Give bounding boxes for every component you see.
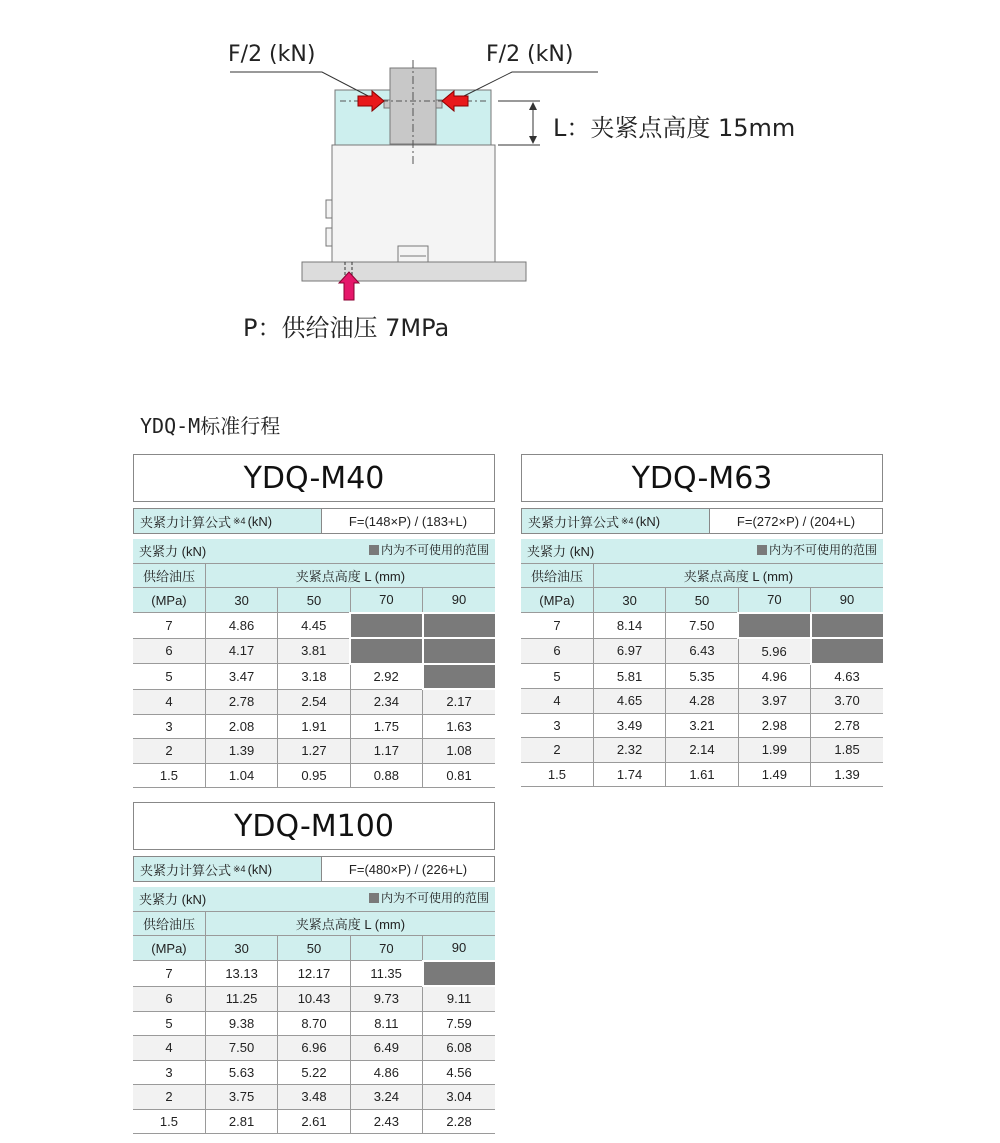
pressure-unit: (MPa) bbox=[521, 588, 593, 613]
pressure-cell: 5 bbox=[133, 664, 205, 690]
section-title: YDQ-M标准行程 bbox=[140, 414, 281, 438]
table-row bbox=[521, 762, 883, 787]
pressure-cell: 7 bbox=[521, 613, 593, 639]
table-row bbox=[521, 738, 883, 763]
force-cell: 10.43 bbox=[278, 986, 350, 1011]
force-cell: 3.97 bbox=[738, 689, 810, 714]
force-table bbox=[133, 539, 495, 788]
unusable-cell bbox=[738, 613, 810, 639]
height-header: 夹紧点高度 L (mm) bbox=[593, 563, 883, 588]
force-cell: 6.96 bbox=[278, 1036, 350, 1061]
legend bbox=[369, 889, 495, 906]
table-title: YDQ-M40 bbox=[133, 454, 495, 502]
force-cell: 9.73 bbox=[350, 986, 422, 1011]
height-col-header: 30 bbox=[205, 588, 277, 613]
table-row bbox=[133, 739, 495, 764]
table-row bbox=[133, 961, 495, 987]
force-cell: 3.24 bbox=[350, 1085, 422, 1110]
force-header bbox=[133, 539, 495, 563]
force-cell: 4.17 bbox=[205, 638, 277, 664]
formula-label-cell bbox=[134, 509, 322, 533]
formula-value: F=(272×P) / (204+L) bbox=[736, 513, 856, 529]
legend-swatch-icon bbox=[369, 545, 379, 555]
force-cell: 6.49 bbox=[350, 1036, 422, 1061]
pressure-cell: 4 bbox=[133, 689, 205, 714]
pressure-unit: (MPa) bbox=[133, 588, 205, 613]
formula-value: F=(148×P) / (183+L) bbox=[348, 513, 468, 529]
pressure-cell: 1.5 bbox=[521, 762, 593, 787]
formula-row bbox=[521, 508, 883, 534]
force-cell: 2.43 bbox=[350, 1109, 422, 1134]
force-cell: 0.95 bbox=[278, 763, 350, 788]
unusable-cell bbox=[350, 613, 422, 639]
force-cell: 3.75 bbox=[205, 1085, 277, 1110]
base-plate bbox=[302, 262, 526, 281]
height-header: 夹紧点高度 L (mm) bbox=[205, 563, 495, 588]
table-row bbox=[133, 1109, 495, 1134]
force-cell: 7.50 bbox=[666, 613, 738, 639]
pressure-cell: 1.5 bbox=[133, 1109, 205, 1134]
force-cell: 13.13 bbox=[205, 961, 277, 987]
force-cell: 2.28 bbox=[423, 1109, 495, 1134]
force-label: 夹紧力 (kN) bbox=[139, 892, 207, 908]
force-cell: 12.17 bbox=[278, 961, 350, 987]
table-row bbox=[521, 664, 883, 689]
pressure-cell: 2 bbox=[133, 739, 205, 764]
pressure-cell: 6 bbox=[521, 638, 593, 664]
force-cell: 7.50 bbox=[205, 1036, 277, 1061]
unusable-cell bbox=[423, 664, 495, 690]
table-row bbox=[133, 1036, 495, 1061]
table-row bbox=[133, 638, 495, 664]
pressure-cell: 6 bbox=[133, 638, 205, 664]
force-cell: 1.39 bbox=[811, 762, 883, 787]
formula-unit: (kN) bbox=[247, 861, 273, 877]
pressure-cell: 1.5 bbox=[133, 763, 205, 788]
table-row bbox=[133, 714, 495, 739]
force-cell: 2.92 bbox=[350, 664, 422, 690]
force-cell: 8.11 bbox=[350, 1011, 422, 1036]
table-row bbox=[133, 1011, 495, 1036]
force-cell: 2.98 bbox=[738, 713, 810, 738]
pressure-cell: 3 bbox=[133, 714, 205, 739]
table-row bbox=[133, 613, 495, 639]
force-cell: 4.56 bbox=[423, 1060, 495, 1085]
table-row bbox=[521, 713, 883, 738]
force-cell: 4.96 bbox=[738, 664, 810, 689]
force-label: 夹紧力 (kN) bbox=[527, 544, 595, 560]
pressure-unit: (MPa) bbox=[133, 936, 205, 961]
force-table bbox=[133, 887, 495, 1134]
force-cell: 11.35 bbox=[350, 961, 422, 987]
force-cell: 2.34 bbox=[350, 689, 422, 714]
legend-swatch-icon bbox=[369, 893, 379, 903]
force-cell: 4.65 bbox=[593, 689, 665, 714]
force-cell: 5.81 bbox=[593, 664, 665, 689]
height-col-header: 50 bbox=[278, 936, 350, 961]
clamp-diagram bbox=[0, 0, 1000, 360]
force-cell: 3.47 bbox=[205, 664, 277, 690]
formula-row bbox=[133, 856, 495, 882]
height-col-header: 50 bbox=[278, 588, 350, 613]
force-header bbox=[133, 887, 495, 911]
pressure-cell: 4 bbox=[133, 1036, 205, 1061]
force-cell: 2.14 bbox=[666, 738, 738, 763]
force-cell: 8.70 bbox=[278, 1011, 350, 1036]
height-col-header: 30 bbox=[205, 936, 277, 961]
pressure-header: 供给油压 bbox=[133, 911, 205, 936]
pressure-header: 供给油压 bbox=[133, 563, 205, 588]
table-title: YDQ-M100 bbox=[133, 802, 495, 850]
force-cell: 0.81 bbox=[423, 763, 495, 788]
force-cell: 1.74 bbox=[593, 762, 665, 787]
force-cell: 1.39 bbox=[205, 739, 277, 764]
table-row bbox=[133, 664, 495, 690]
legend bbox=[369, 541, 495, 558]
force-cell: 2.81 bbox=[205, 1109, 277, 1134]
force-cell: 5.96 bbox=[738, 638, 810, 664]
force-cell: 2.54 bbox=[278, 689, 350, 714]
force-cell: 1.91 bbox=[278, 714, 350, 739]
height-col-header: 90 bbox=[811, 588, 883, 613]
unusable-cell bbox=[811, 638, 883, 664]
pressure-cell: 3 bbox=[133, 1060, 205, 1085]
force-cell: 3.70 bbox=[811, 689, 883, 714]
height-col-header: 70 bbox=[350, 936, 422, 961]
table-block-ydq-m40 bbox=[133, 454, 495, 788]
unusable-cell bbox=[423, 961, 495, 987]
height-col-header: 70 bbox=[738, 588, 810, 613]
force-cell: 2.17 bbox=[423, 689, 495, 714]
force-cell: 3.48 bbox=[278, 1085, 350, 1110]
force-cell: 9.38 bbox=[205, 1011, 277, 1036]
legend-text: 内为不可使用的范围 bbox=[380, 543, 489, 558]
force-cell: 1.63 bbox=[423, 714, 495, 739]
table-row bbox=[133, 763, 495, 788]
height-label: L：夹紧点高度 15mm bbox=[553, 114, 796, 142]
unusable-cell bbox=[423, 613, 495, 639]
force-cell: 2.61 bbox=[278, 1109, 350, 1134]
force-cell: 3.21 bbox=[666, 713, 738, 738]
force-cell: 2.32 bbox=[593, 738, 665, 763]
legend-text: 内为不可使用的范围 bbox=[768, 543, 877, 558]
legend-swatch-icon bbox=[757, 545, 767, 555]
force-cell: 3.18 bbox=[278, 664, 350, 690]
pressure-cell: 7 bbox=[133, 613, 205, 639]
unusable-cell bbox=[423, 638, 495, 664]
force-cell: 3.04 bbox=[423, 1085, 495, 1110]
pressure-cell: 5 bbox=[133, 1011, 205, 1036]
force-cell: 4.63 bbox=[811, 664, 883, 689]
force-left-label: F/2 (kN) bbox=[228, 42, 316, 67]
height-col-header: 90 bbox=[423, 588, 495, 613]
force-cell: 1.99 bbox=[738, 738, 810, 763]
force-cell: 0.88 bbox=[350, 763, 422, 788]
formula-row bbox=[133, 508, 495, 534]
force-cell: 1.75 bbox=[350, 714, 422, 739]
force-cell: 5.63 bbox=[205, 1060, 277, 1085]
force-label: 夹紧力 (kN) bbox=[139, 544, 207, 560]
formula-note: ※4 bbox=[233, 515, 246, 526]
table-block-ydq-m63 bbox=[521, 454, 883, 787]
force-cell: 5.22 bbox=[278, 1060, 350, 1085]
force-table bbox=[521, 539, 883, 787]
force-cell: 1.49 bbox=[738, 762, 810, 787]
force-cell: 1.08 bbox=[423, 739, 495, 764]
formula-note: ※4 bbox=[233, 863, 246, 874]
pressure-header: 供给油压 bbox=[521, 563, 593, 588]
legend-text: 内为不可使用的范围 bbox=[380, 891, 489, 906]
table-row bbox=[133, 689, 495, 714]
force-cell: 3.49 bbox=[593, 713, 665, 738]
force-cell: 2.08 bbox=[205, 714, 277, 739]
table-row bbox=[133, 1085, 495, 1110]
table-row bbox=[133, 986, 495, 1011]
force-cell: 2.78 bbox=[205, 689, 277, 714]
formula-note: ※4 bbox=[621, 515, 634, 526]
force-cell: 4.45 bbox=[278, 613, 350, 639]
force-cell: 1.17 bbox=[350, 739, 422, 764]
force-cell: 1.04 bbox=[205, 763, 277, 788]
force-cell: 3.81 bbox=[278, 638, 350, 664]
force-cell: 2.78 bbox=[811, 713, 883, 738]
formula-label-cell bbox=[134, 857, 322, 881]
pressure-cell: 2 bbox=[133, 1085, 205, 1110]
formula-label-cell bbox=[522, 509, 710, 533]
force-cell: 4.86 bbox=[205, 613, 277, 639]
pressure-cell: 4 bbox=[521, 689, 593, 714]
force-cell: 7.59 bbox=[423, 1011, 495, 1036]
force-right-label: F/2 (kN) bbox=[486, 42, 574, 67]
table-row bbox=[133, 1060, 495, 1085]
pressure-label: P：供给油压 7MPa bbox=[243, 314, 450, 342]
height-header: 夹紧点高度 L (mm) bbox=[205, 911, 495, 936]
table-row bbox=[521, 638, 883, 664]
force-cell: 4.86 bbox=[350, 1060, 422, 1085]
unusable-cell bbox=[350, 638, 422, 664]
force-cell: 11.25 bbox=[205, 986, 277, 1011]
formula-value: F=(480×P) / (226+L) bbox=[348, 861, 468, 877]
force-cell: 1.61 bbox=[666, 762, 738, 787]
force-cell: 6.43 bbox=[666, 638, 738, 664]
pressure-cell: 3 bbox=[521, 713, 593, 738]
pressure-cell: 5 bbox=[521, 664, 593, 689]
table-row bbox=[521, 613, 883, 639]
force-cell: 6.97 bbox=[593, 638, 665, 664]
pressure-cell: 2 bbox=[521, 738, 593, 763]
force-cell: 1.27 bbox=[278, 739, 350, 764]
force-cell: 5.35 bbox=[666, 664, 738, 689]
formula-label: 夹紧力计算公式 bbox=[528, 514, 620, 530]
height-col-header: 50 bbox=[666, 588, 738, 613]
force-cell: 1.85 bbox=[811, 738, 883, 763]
legend bbox=[757, 541, 883, 558]
formula-label: 夹紧力计算公式 bbox=[140, 862, 232, 878]
pressure-cell: 7 bbox=[133, 961, 205, 987]
table-title: YDQ-M63 bbox=[521, 454, 883, 502]
formula-unit: (kN) bbox=[247, 513, 273, 529]
force-cell: 8.14 bbox=[593, 613, 665, 639]
formula-label: 夹紧力计算公式 bbox=[140, 514, 232, 530]
force-header bbox=[521, 539, 883, 563]
table-row bbox=[521, 689, 883, 714]
height-col-header: 90 bbox=[423, 936, 495, 961]
force-cell: 9.11 bbox=[423, 986, 495, 1011]
formula-unit: (kN) bbox=[635, 513, 661, 529]
height-col-header: 70 bbox=[350, 588, 422, 613]
force-cell: 6.08 bbox=[423, 1036, 495, 1061]
force-cell: 4.28 bbox=[666, 689, 738, 714]
table-block-ydq-m100 bbox=[133, 802, 495, 1134]
height-col-header: 30 bbox=[593, 588, 665, 613]
pressure-cell: 6 bbox=[133, 986, 205, 1011]
unusable-cell bbox=[811, 613, 883, 639]
